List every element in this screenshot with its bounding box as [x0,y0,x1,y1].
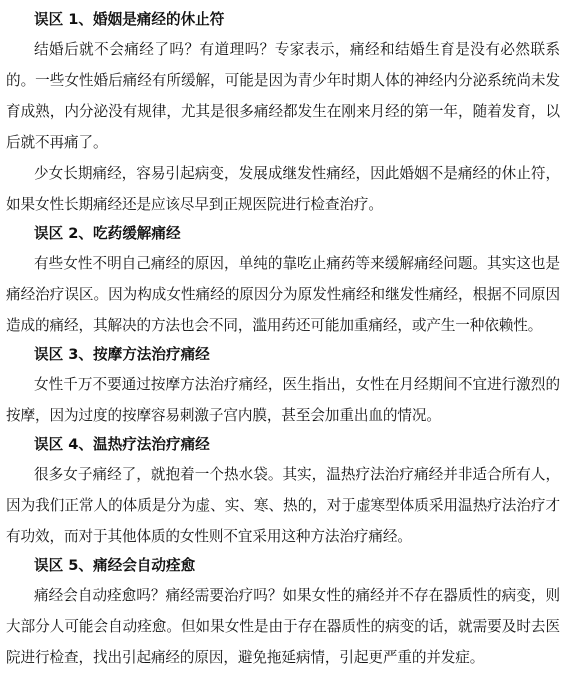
paragraph: 有些女性不明自己痛经的原因，单纯的靠吃止痛药等来缓解痛经问题。其实这也是痛经治疗误区。因为构成女性痛经的原因分为原发性痛经和继发性痛经，根据不同原因造成的痛经，其解决的方法也会不同，滥用药还可能加重痛经，或产生一种依赖性。 [6,255,560,334]
section-heading: 误区 2、吃药缓解痛经 [34,225,181,242]
section-3 [6,341,560,431]
section-heading: 误区 4、温热疗法治疗痛经 [34,436,210,453]
paragraph: 很多女子痛经了，就抱着一个热水袋。其实，温热疗法治疗痛经并非适合所有人，因为我们正常人的体质是分为虚、实、寒、热的，对于虚寒型体质采用温热疗法治疗才有功效，而对于其他体质的女性则不宜采用这种方法治疗痛经。 [6,466,560,545]
section-heading: 误区 3、按摩方法治疗痛经 [34,346,210,363]
section-2 [6,220,560,341]
section-heading: 误区 1、婚姻是痛经的休止符 [34,11,225,28]
paragraph: 少女长期痛经，容易引起病变，发展成继发性痛经，因此婚姻不是痛经的休止符，如果女性长期痛经还是应该尽早到正规医院进行检查治疗。 [6,165,560,213]
section-4 [6,431,560,552]
section-heading: 误区 5、痛经会自动痊愈 [34,557,196,574]
paragraph: 痛经会自动痊愈吗？痛经需要治疗吗？如果女性的痛经并不存在器质性的病变，则大部分人可能会自动痊愈。但如果女性是由于存在器质性的病变的话，就需要及时去医院进行检查，找出引起痛经的原因，避免拖延病情，引起更严重的并发症。 [6,587,560,666]
paragraph: 女性千万不要通过按摩方法治疗痛经，医生指出，女性在月经期间不宜进行激烈的按摩，因为过度的按摩容易刺激子宫内膜，甚至会加重出血的情况。 [6,376,560,424]
section-5 [6,552,560,673]
section-1 [6,6,560,220]
paragraph: 结婚后就不会痛经了吗？有道理吗？专家表示，痛经和结婚生育是没有必然联系的。一些女性婚后痛经有所缓解，可能是因为青少年时期人体的神经内分泌系统尚未发育成熟，内分泌没有规律，尤其是很多痛经都发生在刚来月经的第一年，随着发育，以后就不再痛了。 [6,41,560,151]
